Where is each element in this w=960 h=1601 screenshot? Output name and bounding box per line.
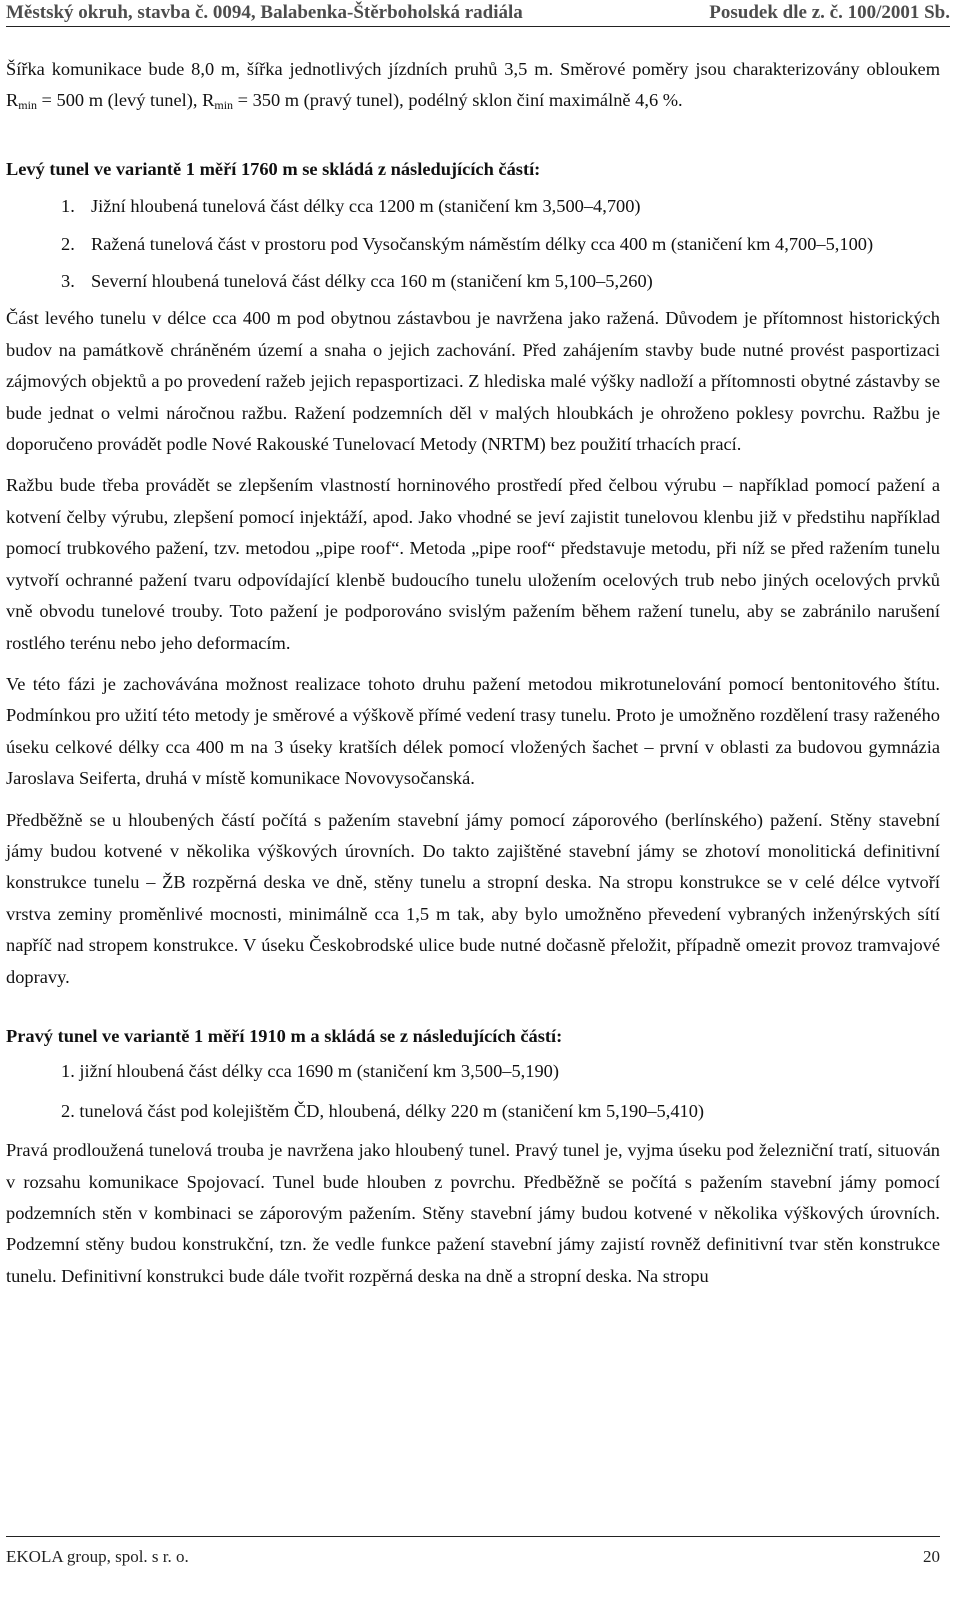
header-title: Městský okruh, stavba č. 0094, Balabenka-Štěrboholská radiála [6, 2, 523, 23]
right-tunnel-heading: Pravý tunel ve variantě 1 měří 1910 m a skládá se z následujících částí: [6, 1025, 563, 1046]
header-reference: Posudek dle z. č. 100/2001 Sb. [709, 2, 950, 23]
list-item: 3. Severní hloubená tunelová část délky cca 160 m (staničení km 5,100–5,260) [61, 271, 653, 292]
footer-company: EKOLA group, spol. s r. o. [6, 1547, 189, 1566]
right-tunnel-parts-list [6, 1056, 940, 1127]
list-item: 2. Ražená tunelová část v prostoru pod Vysočanským náměstím délky cca 400 m (staničení km 4,700–5,100) [61, 233, 874, 254]
paragraph: Část levého tunelu v délce cca 400 m pod obytnou zástavbou je navržena jako ražená. Důvodem je přítomnost historických budov na památkově chráněném území a snaha o jejich zachování. Před zahájením stavby bude nutné provést pasportizaci zájmových objektů a po provedení ražeb jejich repasportizaci. Z hlediska malé výšky nadloží a přítomnosti obytné zástavby se bude jednat o velmi náročnou ražbu. Ražení podzemních děl v malých hloubkách je ohroženo poklesy povrchu. Ražbu je doporučeno provádět podle Nové Rakouské Tunelovací Metody (NRTM) bez použití trhacích prací. [6, 308, 940, 455]
page-footer [6, 1536, 940, 1567]
list-item: 2. tunelová část pod kolejištěm ČD, hloubená, délky 220 m (staničení km 5,190–5,410) [61, 1100, 705, 1121]
list-item: 1. Jižní hloubená tunelová část délky cca 1200 m (staničení km 3,500–4,700) [61, 196, 641, 217]
intro-text-a: Šířka komunikace bude 8,0 m, šířka jednotlivých jízdních pruhů 3,5 m. Směrové poměry jsou charakterizovány obloukem R [6, 59, 940, 111]
paragraph: Ražbu bude třeba provádět se zlepšením vlastností horninového prostředí před čelbou výrubu – například pomocí pažení a kotvení čelby výrubu, zlepšení pomocí injektáží, apod. Jako vhodné se jeví zajistit tunelovou klenbu již v předstihu například pomocí trubkového pažení, tzv. metodou „pipe roof“. Metoda „pipe roof“ představuje metodu, při níž se před ražením tunelu vytvoří ochranné pažení tvaru odpovídající klenbě budoucího tunelu uložením ocelových trub nebo jiných ocelových prvků vně obvodu tunelové trouby. Toto pažení je podporováno svislým pažením během ražení tunelu, aby se zabránilo narušení rostlého terénu nebo jeho deformacím. [6, 475, 940, 653]
subscript-min-1: min [18, 98, 37, 113]
intro-text-b: = 500 m (levý tunel), R [36, 90, 215, 111]
intro-text-c: = 350 m (pravý tunel), podélný sklon činí maximálně 4,6 %. [233, 90, 683, 111]
paragraph: Ve této fázi je zachovávána možnost realizace tohoto druhu pažení metodou mikrotunelování pomocí bentonitového štítu. Podmínkou pro užití této metody je směrové a výškově přímé vedení trasy tunelu. Proto je umožněno rozdělení trasy raženého úseku celkové délky cca 400 m na 3 úseky kratších délek pomocí vložených šachet – první v oblasti za budovou gymnázia Jaroslava Seiferta, druhá v místě komunikace Novovysočanská. [6, 673, 940, 789]
intro-paragraph [6, 54, 940, 122]
document-body [6, 54, 940, 1302]
paragraph: Předběžně se u hloubených částí počítá s pažením stavební jámy pomocí záporového (berlínského) pažení. Stěny stavební jámy budou kotvené v několika výškových úrovních. Do takto zajištěné stavební jámy se zhotoví monolitická definitivní konstrukce tunelu – ŽB rozpěrná deska ve dně, stěny tunelu a stropní deska. Na stropu konstrukce se v celé délce vytvoří vrstva zeminy proměnlivé mocnosti, minimálně cca 1,5 m tak, aby bylo umožněno převedení vybraných inženýrských sítí napříč nad stropem konstrukce. V úseku Českobrodské ulice bude nutné dočasně přeložit, případně omezit provoz tramvajové dopravy. [6, 809, 940, 987]
subscript-min-2: min [214, 98, 234, 113]
paragraph: Pravá prodloužená tunelová trouba je navržena jako hloubený tunel. Pravý tunel je, vyjma úseku pod železniční tratí, situován v rozsahu komunikace Spojovací. Tunel bude hlouben z povrchu. Předběžně se počítá s pažením stavební jámy pomocí podzemních stěn v kombinaci se záporovým pažením. Stěny stavební jámy budou kotvené v několika výškových úrovních. Podzemní stěny budou konstrukční, tzn. že vedle funkce pažení stavební jámy zajistí rovněž definitivní tvar stěn konstrukce tunelu. Definitivní konstrukci bude dále tvořit rozpěrná deska na dně a stropní deska. Na stropu [6, 1140, 940, 1286]
page-header [6, 0, 950, 27]
list-item: 1. jižní hloubená část délky cca 1690 m (staničení km 3,500–5,190) [61, 1061, 559, 1082]
left-tunnel-parts-list [6, 191, 940, 297]
page-number: 20 [923, 1547, 940, 1566]
left-tunnel-heading: Levý tunel ve variantě 1 měří 1760 m se skládá z následujících částí: [6, 158, 541, 179]
